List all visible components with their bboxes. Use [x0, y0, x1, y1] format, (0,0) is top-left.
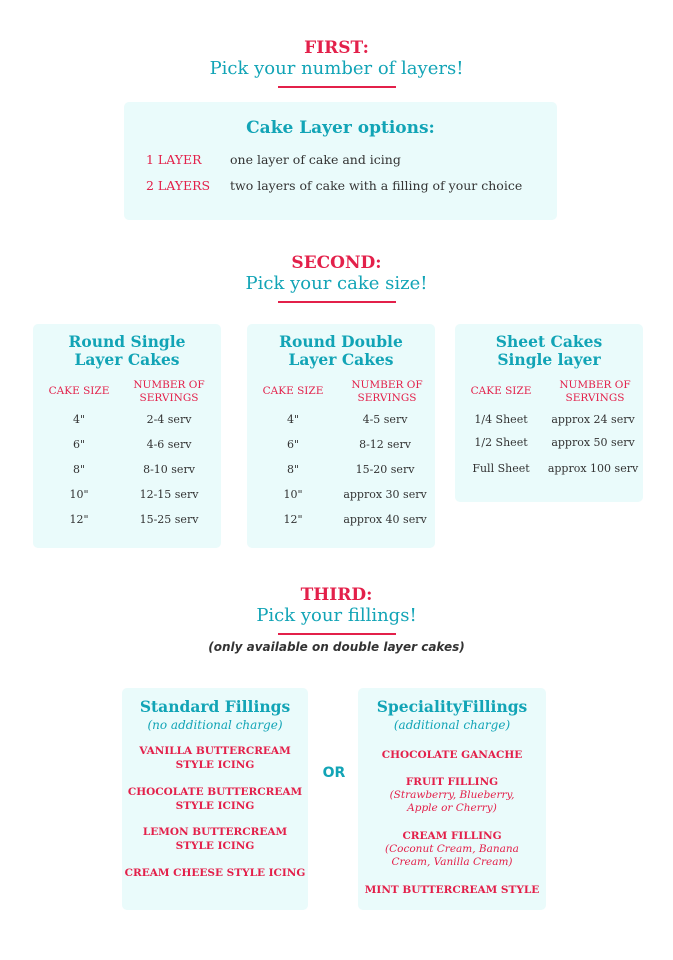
col-servings: NUMBER OF SERVINGS [133, 379, 205, 404]
col-cake-size: CAKE SIZE [470, 385, 532, 397]
step-first-label: FIRST: [304, 38, 369, 58]
step-second-header [0, 253, 673, 303]
round-single-card: Round Single Layer Cakes CAKE SIZE NUMBER OF SERVINGS 4" 2-4 serv 6" 4-6 serv 8" 8-10 serv 10" 12-15 serv 12" 15-25 serv [33, 324, 221, 548]
filling-detail: (Strawberry, Blueberry, [389, 789, 515, 801]
step-third-title: Pick your fillings! [256, 605, 417, 626]
card-title: Round Double Layer Cakes [279, 332, 403, 369]
step-first-title: Pick your number of layers! [209, 58, 464, 79]
layer-option-desc: two layers of cake with a filling of your choice [230, 178, 523, 193]
filling-item: CREAM CHEESE STYLE ICING [124, 867, 306, 879]
filling-item: VANILLA BUTTERCREAM STYLE ICING [139, 745, 291, 771]
col-servings: NUMBER OF SERVINGS [559, 379, 631, 404]
filling-item: CHOCOLATE GANACHE [381, 749, 523, 761]
layer-option-name: 1 LAYER [146, 152, 202, 167]
filling-item: LEMON BUTTERCREAM STYLE ICING [142, 826, 288, 852]
card-subtitle: (additional charge) [393, 718, 511, 732]
col-servings: NUMBER OF SERVINGS [351, 379, 423, 404]
filling-detail: Apple or Cherry) [407, 802, 497, 814]
card-title: Round Single Layer Cakes [68, 332, 186, 369]
col-cake-size: CAKE SIZE [48, 385, 110, 397]
or-label: OR [322, 765, 346, 781]
filling-detail: (Coconut Cream, Banana [385, 843, 519, 855]
step-second-label: SECOND: [291, 253, 382, 273]
fillings-note: (only available on double layer cakes) [208, 640, 465, 654]
col-cake-size: CAKE SIZE [262, 385, 324, 397]
filling-item: FRUIT FILLING (Strawberry, Blueberry, Apple or Cherry) [358, 775, 546, 815]
card-title: Sheet Cakes Single layer [495, 332, 603, 369]
filling-item: MINT BUTTERCREAM STYLE [364, 884, 540, 896]
standard-fillings-card [122, 688, 308, 910]
card-title: Standard Fillings [139, 697, 291, 716]
round-double-card: Round Double Layer Cakes CAKE SIZE NUMBER OF SERVINGS 4" 4-5 serv 6" 8-12 serv 8" 15-20 serv 10" approx 30 serv 12" approx 40 serv [247, 324, 435, 548]
card-subtitle: (no additional charge) [147, 718, 283, 732]
step-second-title: Pick your cake size! [245, 273, 428, 294]
speciality-fillings-card [358, 688, 546, 910]
filling-detail: Cream, Vanilla Cream) [391, 856, 513, 868]
layer-options-card [124, 102, 557, 220]
step-first-header [0, 38, 673, 88]
layer-option-desc: one layer of cake and icing [230, 152, 401, 167]
divider [278, 301, 396, 303]
sheet-cakes-card: Sheet Cakes Single layer CAKE SIZE NUMBER OF SERVINGS 1/4 Sheet approx 24 serv 1/2 Sheet approx 50 serv Full Sheet approx 100 serv [455, 324, 643, 502]
step-third-label: THIRD: [300, 585, 373, 605]
step-third-header [0, 585, 673, 635]
layer-options-title: Cake Layer options: [246, 118, 435, 138]
layer-option-name: 2 LAYERS [146, 178, 211, 193]
card-title: SpecialityFillings [376, 697, 528, 716]
filling-item: CREAM FILLING (Coconut Cream, Banana Cream, Vanilla Cream) [358, 829, 546, 869]
divider [278, 86, 396, 88]
divider [278, 633, 396, 635]
filling-item: CHOCOLATE BUTTERCREAM STYLE ICING [127, 786, 303, 812]
